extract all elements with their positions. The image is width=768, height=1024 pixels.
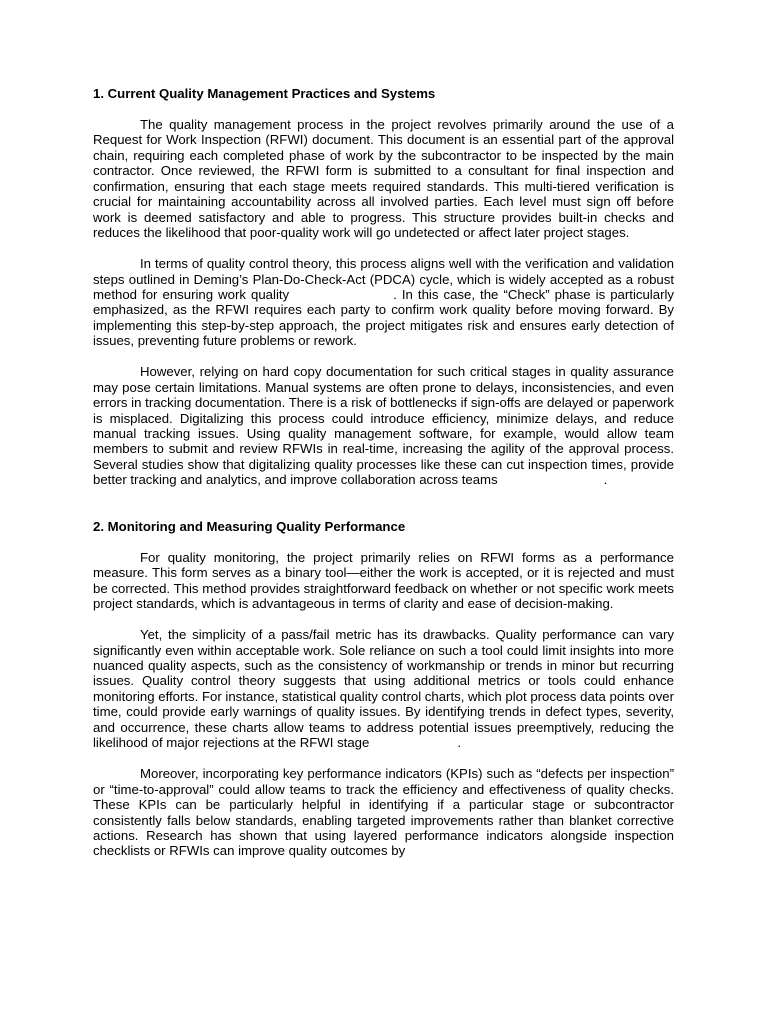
paragraph-1-3 — [93, 364, 674, 488]
paragraph-text: However, relying on hard copy documentation for such critical stages in quality assurance may pose certain limitations. Manual systems are often prone to delays, inconsistencies, and even errors in tracking documentation. There is a risk of bottlenecks if sign-offs are delayed or paperwork is misplaced. Digitalizing this process could introduce efficiency, minimize delays, and reduce manual tracking issues. Using quality management software, for example, would allow team members to submit and review RFWIs in real-time, increasing the agility of the approval process. Several studies show that digitalizing quality processes like these can cut inspection times, provide better tracking and analytics, and improve collaboration across teams — [93, 364, 674, 488]
document-page — [93, 86, 674, 859]
paragraph-text: . — [603, 472, 608, 488]
paragraph-text: . In this case, the “Check” phase is particularly emphasized, as the RFWI requires each party to confirm work quality before moving forward. By implementing this step-by-step approach, the project mitigates risk and ensures early detection of issues, preventing future problems or rework. — [93, 286, 674, 349]
section-heading-2: 2. Monitoring and Measuring Quality Performance — [93, 518, 406, 534]
paragraph-text: Yet, the simplicity of a pass/fail metric has its drawbacks. Quality performance can vary significantly even within acceptable work. Sole reliance on such a tool could limit insights into more nuanced quality aspects, such as the consistency of workmanship or trends in minor but recurring issues. Quality control theory suggests that using additional metrics or tools could enhance monitoring efforts. For instance, statistical quality control charts, which plot process data points over time, could provide early warnings of quality issues. By identifying trends in defect types, severity, and occurrence, these charts allow teams to address potential issues preemptively, reducing the likelihood of major rejections at the RFWI stage — [93, 627, 675, 751]
section-heading-1: 1. Current Quality Management Practices and Systems — [93, 86, 436, 101]
paragraph-text: For quality monitoring, the project primarily relies on RFWI forms as a performance measure. This form serves as a binary tool—either the work is accepted, or it is rejected and must be corrected. This method provides straightforward feedback on whether or not specific work meets project standards, which is advantageous in terms of clarity and ease of decision-making. — [93, 549, 674, 612]
paragraph-2-2 — [93, 627, 674, 751]
paragraph-1-1 — [93, 117, 674, 241]
paragraph-2-3 — [93, 766, 674, 859]
paragraph-text: Moreover, incorporating key performance indicators (KPIs) such as “defects per inspection” or “time-to-approval” could allow teams to track the efficiency and effectiveness of quality checks. These KPIs can be particularly helpful in identifying if a particular stage or subcontractor consistently falls below standards, enabling targeted improvements rather than blanket corrective actions. Research has shown that using layered performance indicators alongside inspection checklists or RFWIs can improve quality outcomes by — [93, 766, 674, 859]
paragraph-text: In terms of quality control theory, this process aligns well with the verification and validation steps outlined in Deming’s Plan-Do-Check-Act (PDCA) cycle, which is widely accepted as a robust method for ensuring work quality — [93, 256, 674, 302]
paragraph-text: The quality management process in the project revolves primarily around the use of a Request for Work Inspection (RFWI) document. This document is an essential part of the approval chain, requiring each completed phase of work by the subcontractor to be inspected by the main contractor. Once reviewed, the RFWI form is submitted to a consultant for final inspection and confirmation, ensuring that each stage meets required standards. This multi-tiered verification is crucial for maintaining accountability across all involved parties. Each level must sign off before work is deemed satisfactory and able to progress. This structure provides built-in checks and reduces the likelihood that poor-quality work will go undetected or affect later project stages. — [93, 117, 674, 241]
paragraph-2-1 — [93, 550, 674, 612]
paragraph-1-2 — [93, 256, 674, 349]
paragraph-text: . — [457, 735, 461, 751]
